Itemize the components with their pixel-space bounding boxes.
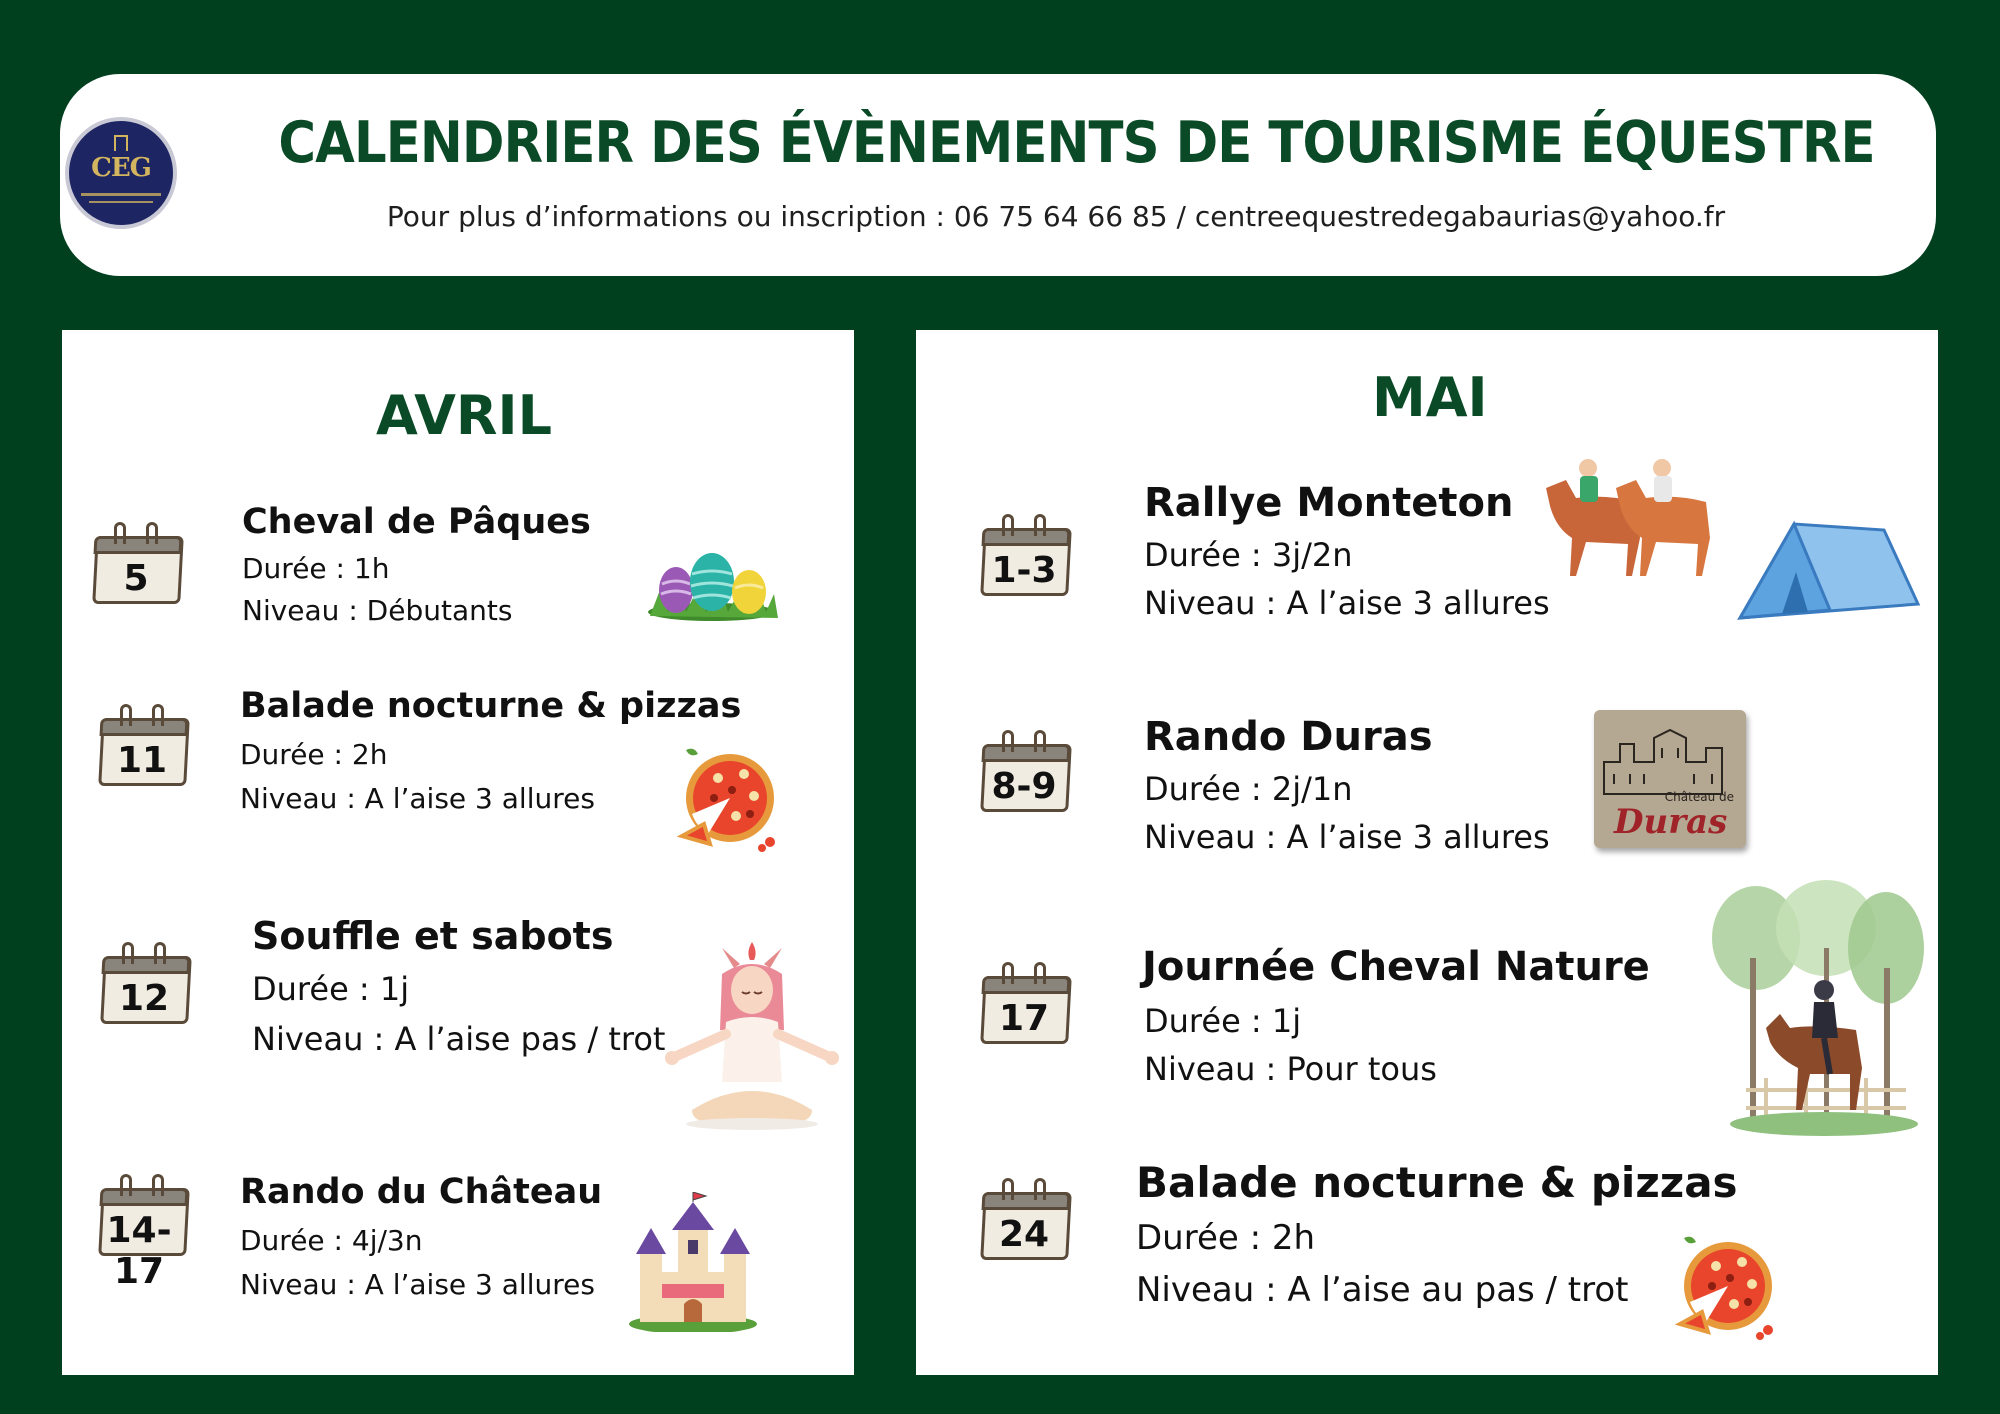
- event-level: Niveau : A l’aise 3 allures: [1144, 818, 1550, 856]
- calendar-icon: 11: [94, 698, 190, 788]
- event-title: Rando Duras: [1144, 714, 1433, 760]
- meditation-icon: [662, 942, 852, 1132]
- event-title: Balade nocturne & pizzas: [1136, 1158, 1738, 1207]
- easter-eggs-icon: [642, 540, 782, 625]
- event-level: Niveau : Pour tous: [1144, 1050, 1437, 1088]
- event-duration: Durée : 2h: [240, 738, 388, 771]
- tent-icon: [1734, 514, 1924, 624]
- event-level: Niveau : A l’aise 3 allures: [1144, 584, 1550, 622]
- event-duration: Durée : 2j/1n: [1144, 770, 1353, 808]
- event-level: Niveau : A l’aise au pas / trot: [1136, 1270, 1629, 1310]
- contact-info: Pour plus d’informations ou inscription : 06 75 64 66 85 / centreequestredegabaurias@yahoo.fr: [386, 200, 1726, 233]
- forest-rider-icon: [1706, 878, 1924, 1138]
- mai-panel: [916, 330, 1938, 1375]
- event-duration: Durée : 1j: [252, 970, 410, 1008]
- event-level: Niveau : A l’aise 3 allures: [240, 782, 595, 815]
- calendar-icon: 12: [96, 936, 192, 1026]
- calendar-icon: 24: [976, 1172, 1072, 1262]
- page-title: CALENDRIER DES ÉVÈNEMENTS DE TOURISME ÉQUESTRE: [278, 110, 1875, 176]
- pizza-icon: [1672, 1232, 1782, 1342]
- event-title: Souffle et sabots: [252, 914, 614, 958]
- horse-riders-icon: [1536, 458, 1746, 588]
- event-title: Rando du Château: [240, 1172, 603, 1212]
- event-level: Niveau : A l’aise pas / trot: [252, 1020, 666, 1058]
- club-logo: CEG: [65, 117, 177, 229]
- event-title: Cheval de Pâques: [242, 502, 591, 542]
- event-duration: Durée : 4j/3n: [240, 1224, 423, 1257]
- header-banner: [60, 74, 1936, 276]
- month-title-mai: MAI: [1372, 366, 1488, 429]
- event-duration: Durée : 1j: [1144, 1002, 1302, 1040]
- calendar-icon: 17: [976, 956, 1072, 1046]
- event-duration: Durée : 1h: [242, 552, 390, 585]
- calendar-icon: 5: [88, 516, 184, 606]
- event-title: Journée Cheval Nature: [1142, 944, 1650, 990]
- event-title: Balade nocturne & pizzas: [240, 686, 742, 726]
- calendar-icon: 8-9: [976, 724, 1072, 814]
- event-duration: Durée : 3j/2n: [1144, 536, 1353, 574]
- event-title: Rallye Monteton: [1144, 480, 1514, 526]
- calendar-icon: 14-17: [94, 1168, 190, 1258]
- month-title-avril: AVRIL: [376, 384, 553, 447]
- avril-panel: [62, 330, 854, 1375]
- pizza-icon: [674, 744, 784, 854]
- event-level: Niveau : Débutants: [242, 594, 513, 627]
- event-duration: Durée : 2h: [1136, 1218, 1316, 1258]
- calendar-icon: 1-3: [976, 508, 1072, 598]
- event-level: Niveau : A l’aise 3 allures: [240, 1268, 595, 1301]
- chateau-duras-badge: Château de Duras: [1594, 710, 1746, 848]
- castle-icon: [628, 1192, 758, 1332]
